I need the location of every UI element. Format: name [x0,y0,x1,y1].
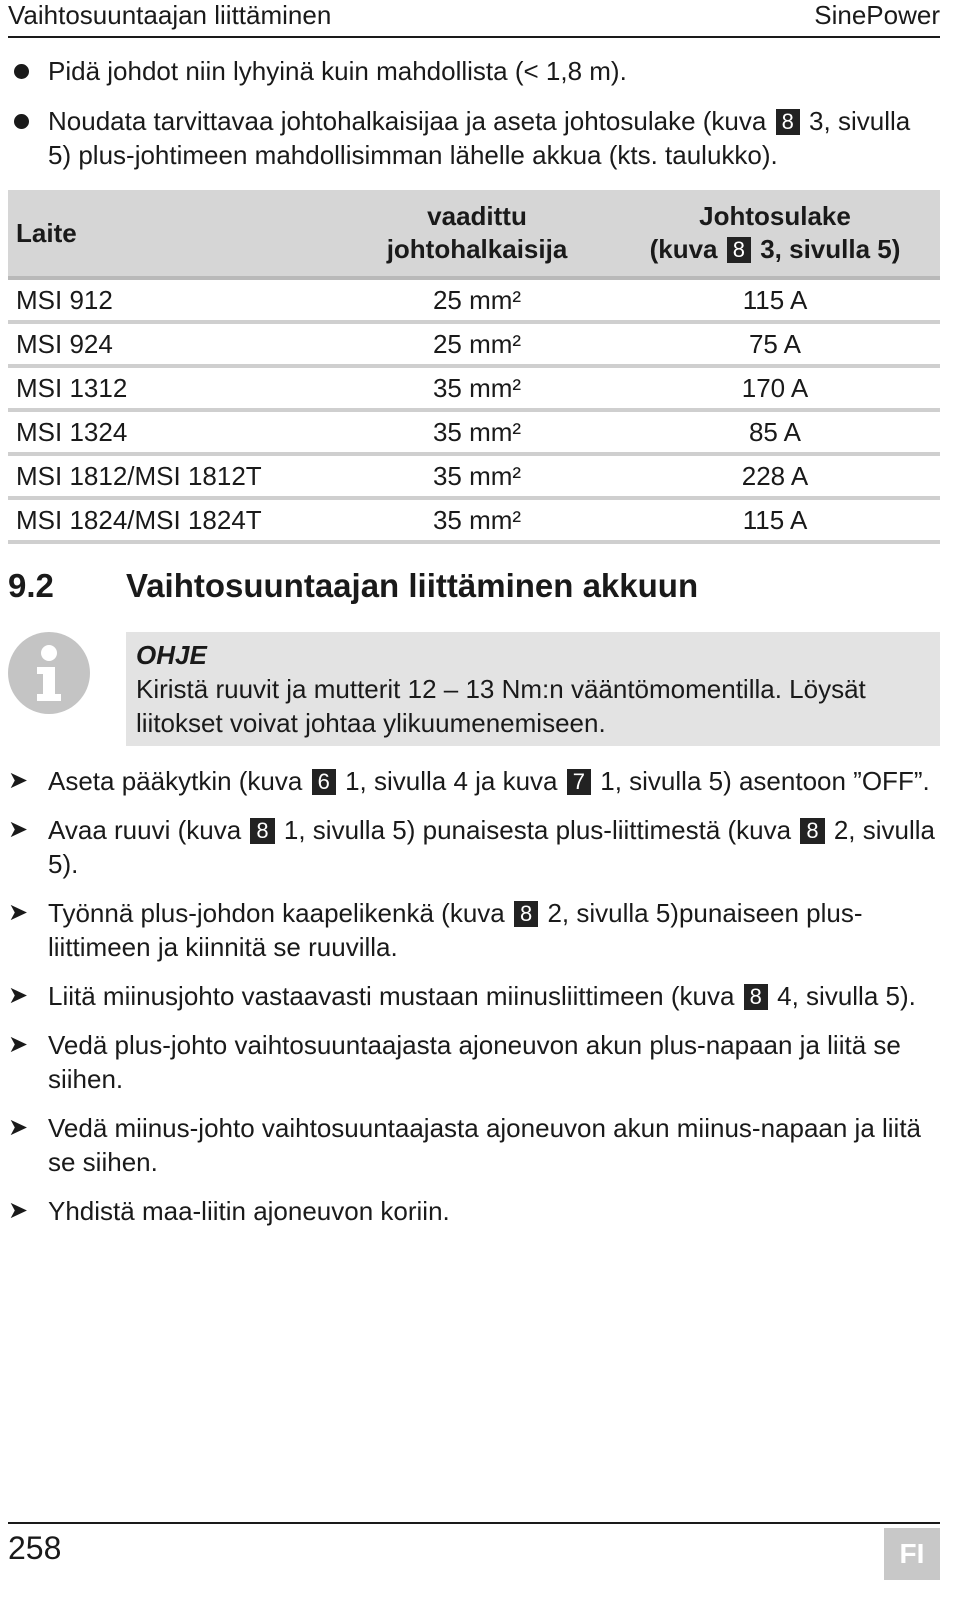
table-header-row [8,190,940,278]
step-text: Yhdistä maa-liitin ajoneuvon koriin. [48,1196,450,1226]
arrow-right-icon: ➤ [8,767,29,794]
cell-fuse: 170 A [610,366,940,410]
cell-diameter: 35 mm² [344,366,610,410]
fuse-header-line2-rest: 3, sivulla 5) [760,234,901,264]
table-row [8,454,940,498]
step-text: Työnnä plus-johdon kaapelikenkä (kuva [48,898,505,928]
list-item [8,1111,940,1179]
cell-device: MSI 1824/MSI 1824T [8,498,344,542]
note-title: OHJE [136,640,207,670]
note-box [126,632,940,746]
page-header [8,0,940,38]
cell-diameter: 25 mm² [344,278,610,322]
figure-reference-badge: 8 [800,818,824,844]
cell-diameter: 25 mm² [344,322,610,366]
step-text: 2, sivulla 5). [48,815,935,879]
list-item-text: Pidä johdot niin lyhyinä kuin mahdollista (< 1,8 m). [48,56,627,86]
column-header-device: Laite [8,190,344,278]
figure-reference-badge: 7 [567,769,591,795]
arrow-right-icon: ➤ [8,816,29,843]
list-item-text: Noudata tarvittavaa johtohalkaisijaa ja aseta johtosulake (kuva [48,106,767,136]
list-item [8,104,940,172]
fuse-header-line2: (kuva [649,234,718,264]
section-heading [8,566,698,606]
table-row [8,366,940,410]
table-row [8,498,940,542]
list-item [8,1028,940,1096]
note-text: Kiristä ruuvit ja mutterit 12 – 13 Nm:n vääntömomentilla. Löysät liitokset voivat johtaa ylikuumenemiseen. [136,674,866,738]
info-icon [8,632,90,714]
figure-reference-badge: 8 [744,984,768,1010]
step-text: Liitä miinusjohto vastaavasti mustaan miinusliittimeen (kuva [48,981,735,1011]
arrow-right-icon: ➤ [8,1197,29,1224]
step-text: 4, sivulla 5). [777,981,916,1011]
figure-reference-badge: 8 [250,818,274,844]
header-title: Vaihtosuuntaajan liittäminen [8,0,332,30]
cell-diameter: 35 mm² [344,410,610,454]
list-item [8,764,940,798]
cell-device: MSI 924 [8,322,344,366]
cell-diameter: 35 mm² [344,498,610,542]
cell-fuse: 115 A [610,498,940,542]
intro-bullet-list [8,54,940,188]
header-brand: SinePower [814,0,940,30]
figure-reference-badge: 8 [727,237,751,263]
arrow-right-icon: ➤ [8,899,29,926]
section-number: 9.2 [8,567,54,604]
page-number: 258 [8,1530,62,1566]
cell-fuse: 85 A [610,410,940,454]
list-item [8,813,940,881]
step-text: 1, sivulla 5) asentoon ”OFF”. [600,766,930,796]
figure-reference-badge: 6 [312,769,336,795]
cell-fuse: 75 A [610,322,940,366]
table-row [8,322,940,366]
cell-device: MSI 1812/MSI 1812T [8,454,344,498]
figure-reference-badge: 8 [514,901,538,927]
step-text: Aseta pääkytkin (kuva [48,766,303,796]
step-text: Avaa ruuvi (kuva [48,815,242,845]
cell-device: MSI 1324 [8,410,344,454]
list-item [8,979,940,1013]
cell-device: MSI 1312 [8,366,344,410]
arrow-right-icon: ➤ [8,1114,29,1141]
table-row [8,278,940,322]
list-item [8,54,940,88]
instruction-steps [8,764,940,1243]
cell-device: MSI 912 [8,278,344,322]
arrow-right-icon: ➤ [8,1031,29,1058]
list-item-text: 3, sivulla 5) plus-johtimeen mahdollisimman lähelle akkua (kts. taulukko). [48,106,911,170]
figure-reference-badge: 8 [776,109,800,135]
section-title: Vaihtosuuntaajan liittäminen akkuun [126,567,699,604]
fuse-header-line1: Johtosulake [699,201,851,231]
cable-fuse-table [8,190,940,544]
language-badge: FI [884,1528,940,1580]
list-item [8,896,940,964]
bullet-dot-icon [14,64,29,79]
cell-diameter: 35 mm² [344,454,610,498]
step-text: 1, sivulla 4 ja kuva [345,766,558,796]
list-item [8,1194,940,1228]
table-row [8,410,940,454]
cell-fuse: 228 A [610,454,940,498]
bullet-dot-icon [14,114,29,129]
arrow-right-icon: ➤ [8,982,29,1009]
cell-fuse: 115 A [610,278,940,322]
column-header-diameter: vaadittu johtohalkaisija [344,190,610,278]
step-text: 2, sivulla 5)punaiseen plus-liittimeen ja kiinnitä se ruuvilla. [48,898,863,962]
page-footer [8,1522,940,1602]
step-text: 1, sivulla 5) punaisesta plus-liittimestä (kuva [283,815,792,845]
column-header-fuse [610,190,940,278]
step-text: Vedä plus-johto vaihtosuuntaajasta ajoneuvon akun plus-napaan ja liitä se siihen. [48,1030,901,1094]
step-text: Vedä miinus-johto vaihtosuuntaajasta ajoneuvon akun miinus-napaan ja liitä se siihen. [48,1113,922,1177]
